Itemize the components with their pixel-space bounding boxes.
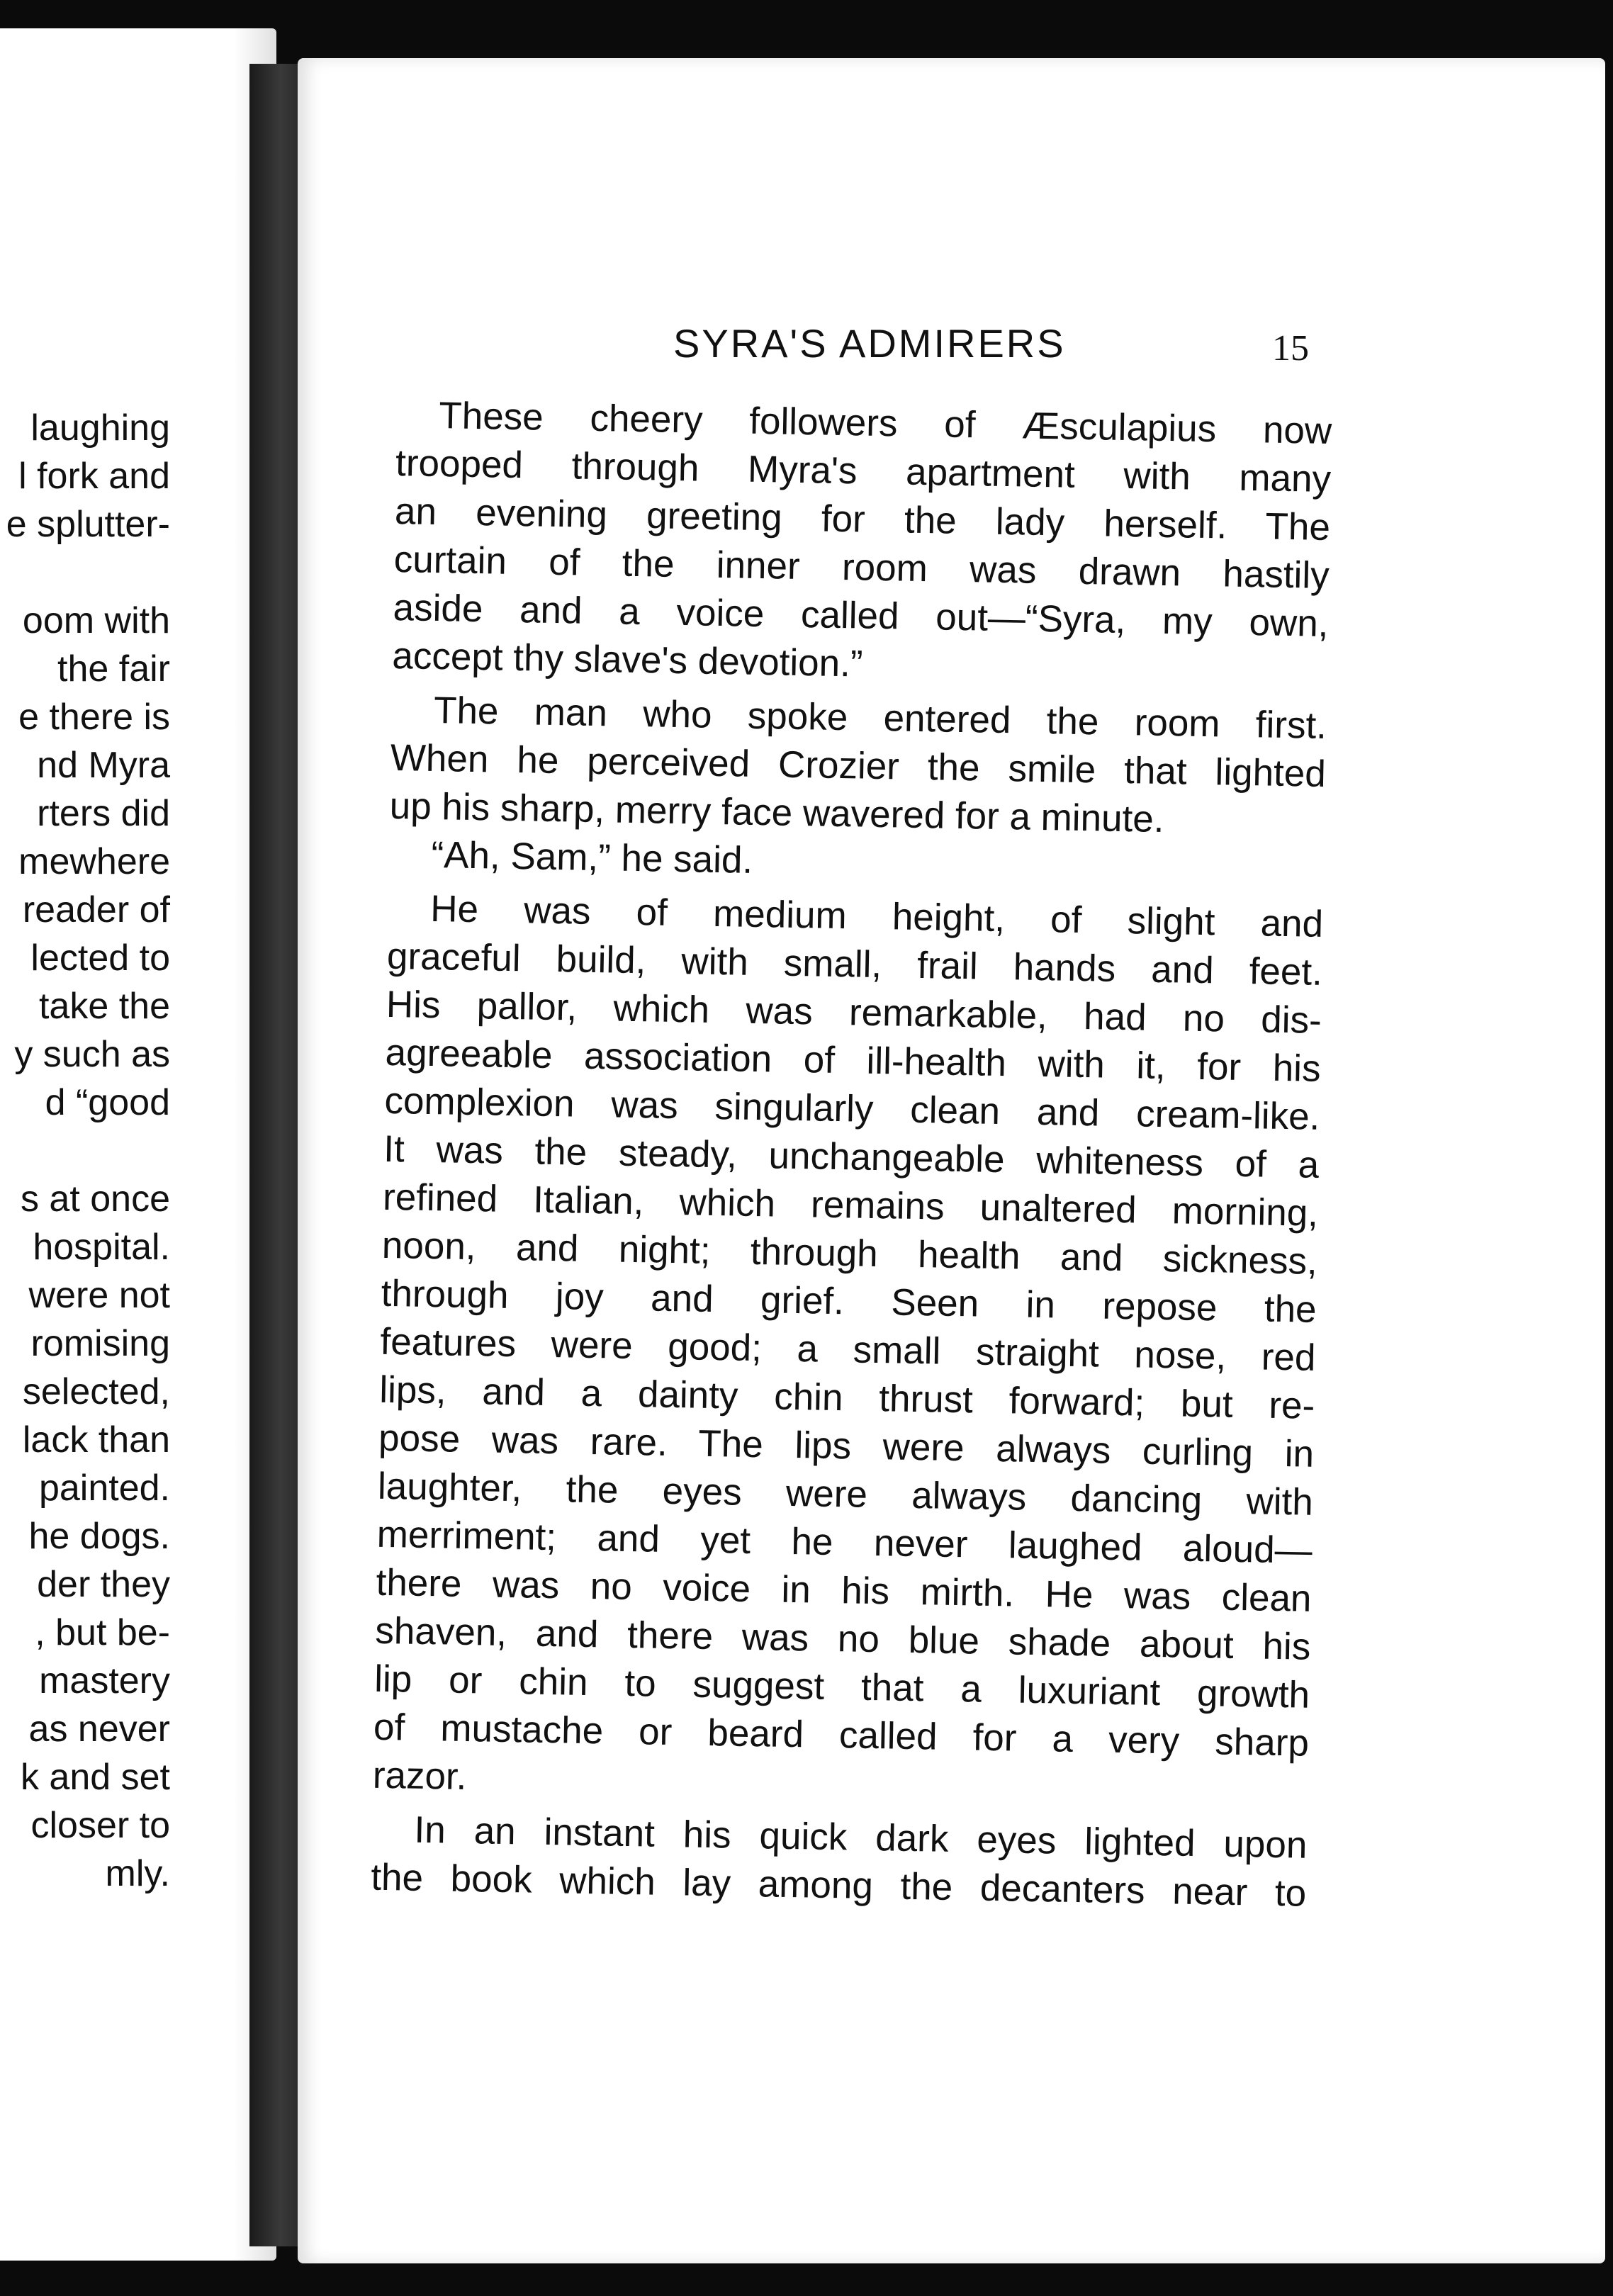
left-line: mastery <box>39 1660 170 1701</box>
text-line: In an instant his quick dark eyes lighted upon <box>414 1808 1308 1867</box>
text-line: The man who spoke entered the room first. <box>433 689 1327 747</box>
text-line: His pallor, which was remarkable, had no dis- <box>386 983 1322 1042</box>
text-line: lip or chin to suggest that a luxuriant growth <box>373 1658 1310 1716</box>
left-line: k and set <box>20 1757 170 1798</box>
left-line: take the <box>38 986 170 1027</box>
text-line: He was of medium height, of slight and <box>429 887 1324 945</box>
left-line: mly. <box>105 1853 170 1894</box>
left-page <box>0 28 276 2261</box>
left-line: painted. <box>38 1468 170 1509</box>
text-line: graceful build, with small, frail hands and feet. <box>386 935 1323 994</box>
page-number: 15 <box>1272 328 1309 368</box>
left-line: lack than <box>22 1419 170 1461</box>
text-line: agreeable association of ill-health with it, for his <box>385 1031 1322 1090</box>
text-line: “Ah, Sam,” he said. <box>431 833 753 882</box>
left-line: rters did <box>37 793 170 834</box>
text-line: It was the steady, unchangeable whiteness of a <box>383 1127 1320 1186</box>
text-line: there was no voice in his mirth. He was clean <box>376 1561 1312 1620</box>
left-line <box>0 548 170 597</box>
text-line: features were good; a small straight nose, red <box>380 1320 1316 1379</box>
left-line: laughing <box>30 407 170 449</box>
left-line: s at once <box>20 1178 170 1220</box>
left-line: der they <box>37 1564 170 1605</box>
text-line: an evening greeting for the lady herself. The <box>394 490 1331 549</box>
left-line: as never <box>28 1709 170 1750</box>
left-line: l fork and <box>18 456 170 497</box>
left-line: mewhere <box>18 841 170 882</box>
left-page-text <box>0 404 170 1898</box>
left-line: selected, <box>22 1371 170 1412</box>
left-line: e there is <box>18 697 170 738</box>
left-line <box>0 1127 170 1175</box>
left-line: romising <box>30 1323 170 1364</box>
left-line: closer to <box>30 1805 170 1846</box>
text-line: refined Italian, which remains unaltered morning, <box>382 1176 1319 1234</box>
left-line: oom with <box>22 600 170 641</box>
left-line: , but be- <box>35 1612 170 1653</box>
left-line: he dogs. <box>28 1516 170 1557</box>
text-line: accept thy slave's devotion.” <box>391 634 864 685</box>
left-line: reader of <box>22 889 170 930</box>
text-line: complexion was singularly clean and cream-like. <box>384 1079 1320 1138</box>
right-page <box>298 58 1605 2263</box>
left-line: lected to <box>30 938 170 979</box>
text-line: shaven, and there was no blue shade about his <box>374 1609 1311 1668</box>
body-text <box>371 391 1332 1918</box>
left-line: were not <box>28 1275 170 1316</box>
text-line: up his sharp, merry face wavered for a minute. <box>389 784 1165 840</box>
text-line: aside and a voice called out—“Syra, my own, <box>393 586 1329 645</box>
text-line: noon, and night; through health and sickness, <box>381 1224 1318 1283</box>
left-line: y such as <box>14 1034 170 1075</box>
left-line: hospital. <box>33 1227 170 1268</box>
text-line: razor. <box>372 1754 467 1799</box>
text-line: When he perceived Crozier the smile that lighted <box>390 736 1327 795</box>
text-line: laughter, the eyes were always dancing with <box>377 1465 1314 1524</box>
text-line: These cheery followers of Æsculapius now <box>438 395 1332 453</box>
running-head <box>298 320 1605 377</box>
text-line: the book which lay among the decanters near to <box>370 1856 1307 1915</box>
left-line: nd Myra <box>37 745 170 786</box>
running-title: SYRA'S ADMIRERS <box>673 321 1066 366</box>
text-line: through joy and grief. Seen in repose the <box>381 1272 1317 1331</box>
text-line: trooped through Myra's apartment with many <box>395 441 1332 501</box>
text-line: of mustache or beard called for a very sharp <box>373 1706 1310 1765</box>
text-line: merriment; and yet he never laughed aloud— <box>376 1513 1313 1572</box>
left-line: d “good <box>45 1082 170 1123</box>
left-line: e splutter- <box>6 504 170 545</box>
left-line: the fair <box>57 648 170 690</box>
text-line: pose was rare. The lips were always curling in <box>378 1417 1315 1475</box>
text-line: lips, and a dainty chin thrust forward; but re- <box>378 1368 1315 1427</box>
text-line: curtain of the inner room was drawn hastily <box>393 538 1330 597</box>
